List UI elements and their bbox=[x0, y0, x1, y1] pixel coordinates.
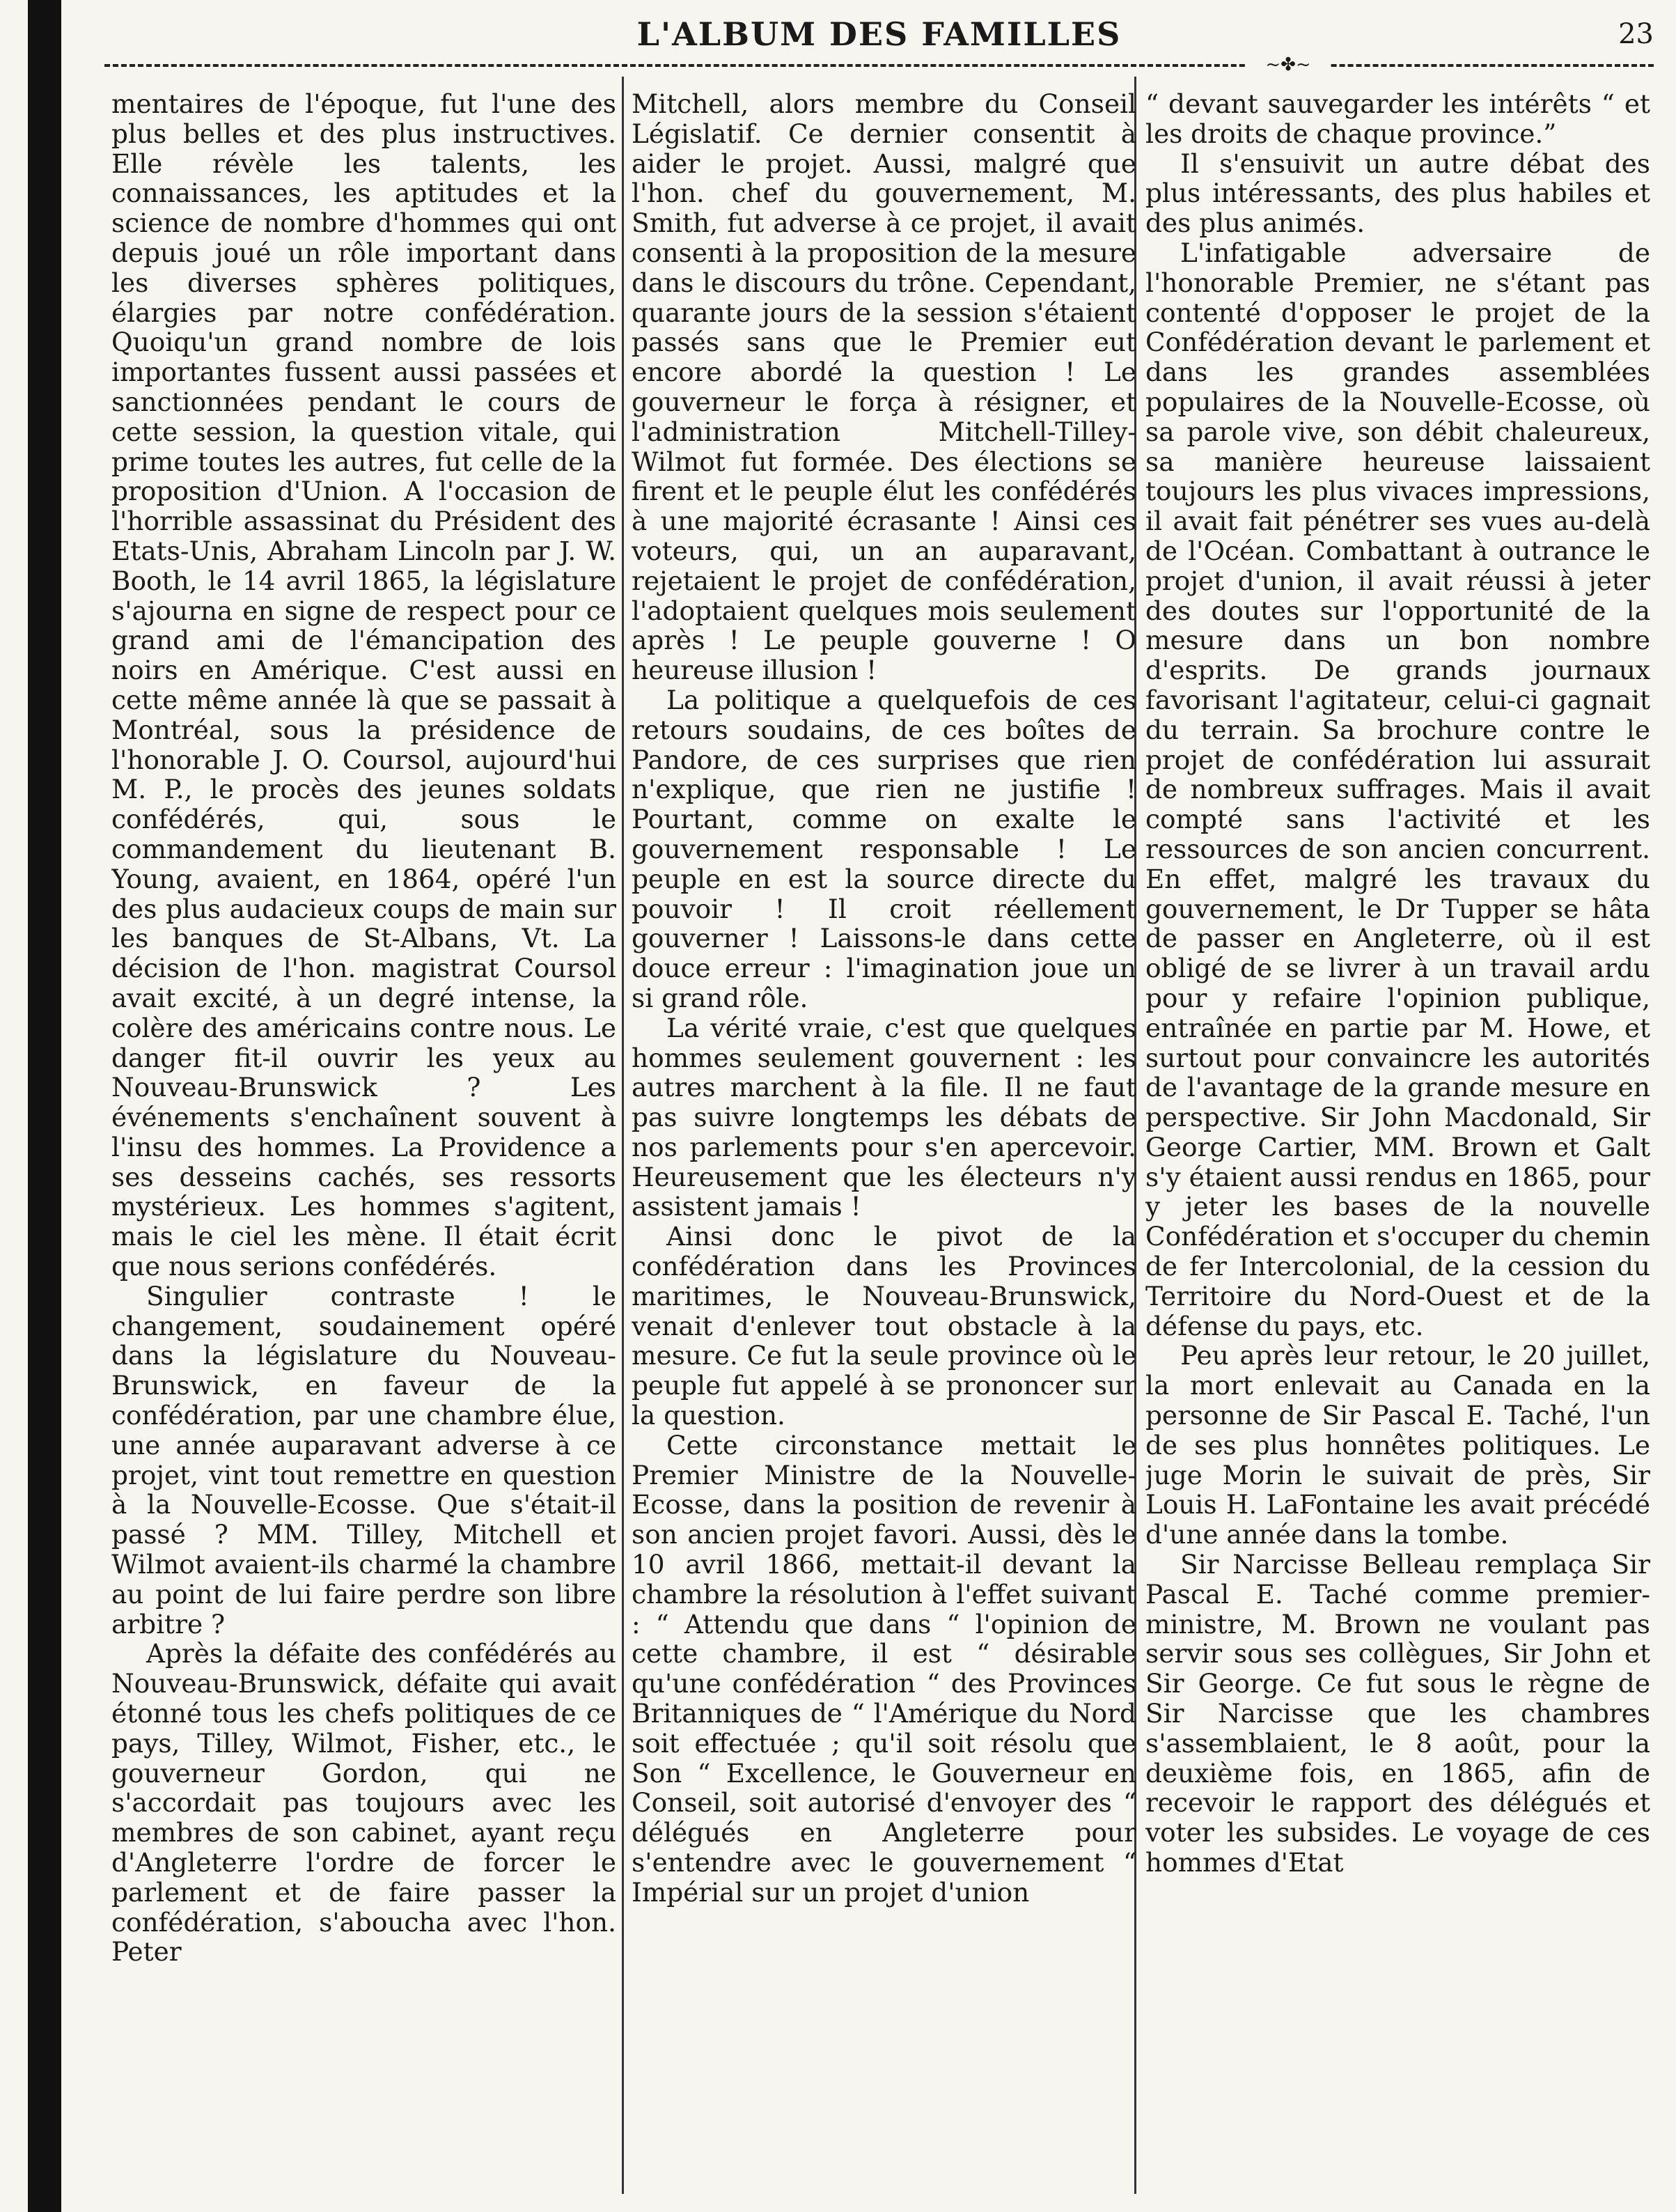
paragraph: Il s'ensuivit un autre débat des plus intéressants, des plus habiles et des plus animés. bbox=[1145, 148, 1650, 239]
paragraph: La politique a quelquefois de ces retours soudains, de ces boîtes de Pandore, de ces surprises que rien n'explique, que rien ne justifie ! Pourtant, comme on exalte le gouvernement responsable ! Le peuple en est la source directe du pouvoir ! Il croit réellement gouverner ! Laissons-le dans cette douce erreur : l'imagination joue un si grand rôle. bbox=[632, 684, 1136, 1013]
paragraph: “ devant sauvegarder les intérêts “ et les droits de chaque province.” bbox=[1145, 89, 1650, 149]
header-rule bbox=[104, 64, 1654, 67]
paragraph: La vérité vraie, c'est que quelques hommes seulement gouvernent : les autres marchent à la file. Il ne faut pas suivre longtemps les débats de nos parlements pour s'en apercevoir. Heureusement que les électeurs n'y assistent jamais ! bbox=[632, 1012, 1136, 1222]
page-number: 23 bbox=[1618, 18, 1654, 50]
text-column-3 bbox=[1145, 89, 1650, 2192]
column-divider bbox=[622, 77, 624, 2194]
paragraph: mentaires de l'époque, fut l'une des plus belles et des plus instructives. Elle révèle les talents, les connaissances, les aptitudes et la science de nombre d'hommes qui ont depuis joué un rôle important dans les diverses sphères politiques, élargies par notre confédération. Quoiqu'un grand nombre de lois importantes fussent aussi passées et sanctionnées pendant le cours de cette session, la question vitale, qui prime toutes les autres, fut celle de la proposition d'Union. A l'occasion de l'horrible assassinat du Président des Etats-Unis, Abraham Lincoln par J. W. Booth, le 14 avril 1865, la législature s'ajourna en signe de respect pour ce grand ami de l'émancipation des noirs en Amérique. C'est aussi en cette même année là que se passait à Montréal, sous la présidence de l'honorable J. O. Coursol, aujourd'hui M. P., le procès des jeunes soldats confédérés, qui, sous le commandement du lieutenant B. Young, avaient, en 1864, opéré l'un des plus audacieux coups de main sur les banques de St-Albans, Vt. La décision de l'hon. magistrat Coursol avait excité, à un degré intense, la colère des américains contre nous. Le danger fit-il ouvrir les yeux au Nouveau-Brunswick ? Les événements s'enchaînent souvent à l'insu des hommes. La Providence a ses desseins cachés, ses ressorts mystérieux. Les hommes s'agitent, mais le ciel les mène. Il était écrit que nous serions confédérés. bbox=[111, 89, 616, 1282]
ornament-icon: ~✤~ bbox=[1246, 54, 1330, 72]
paragraph: Sir Narcisse Belleau remplaça Sir Pascal E. Taché comme premier-ministre, M. Brown ne voulant pas servir sous ses collègues, Sir John et Sir George. Ce fut sous le règne de Sir Narcisse que les chambres s'assemblaient, le 8 août, pour la deuxième fois, en 1865, afin de recevoir le rapport des délégués et voter les subsides. Le voyage de ces hommes d'Etat bbox=[1145, 1549, 1650, 1878]
paragraph: Peu après leur retour, le 20 juillet, la mort enlevait au Canada en la personne de Sir Pascal E. Taché, l'un de ses plus honnêtes politiques. Le juge Morin le suivait de près, Sir Louis H. LaFontaine les avait précédé d'une année dans la tombe. bbox=[1145, 1340, 1650, 1550]
page-header bbox=[104, 15, 1654, 57]
paragraph: Ainsi donc le pivot de la confédération dans les Provinces maritimes, le Nouveau-Brunswick, venait d'enlever tout obstacle à la mesure. Ce fut la seule province où le peuple fut appelé à se prononcer sur la question. bbox=[632, 1221, 1136, 1431]
paragraph: Singulier contraste ! le changement, soudainement opéré dans la législature du Nouveau-Brunswick, en faveur de la confédération, par une chambre élue, une année auparavant adverse à ce projet, vint tout remettre en question à la Nouvelle-Ecosse. Que s'était-il passé ? MM. Tilley, Mitchell et Wilmot avaient-ils charmé la chambre au point de lui faire perdre son libre arbitre ? bbox=[111, 1280, 616, 1639]
text-column-1 bbox=[111, 89, 616, 2192]
paragraph: Après la défaite des confédérés au Nouveau-Brunswick, défaite qui avait étonné tous les chefs politiques de ce pays, Tilley, Wilmot, Fisher, etc., le gouverneur Gordon, qui ne s'accordait pas toujours avec les membres de son cabinet, ayant reçu d'Angleterre l'ordre de forcer le parlement et de faire passer la confédération, s'aboucha avec l'hon. Peter bbox=[111, 1638, 616, 1968]
paragraph: Mitchell, alors membre du Conseil Législatif. Ce dernier consentit à aider le projet. Aussi, malgré que l'hon. chef du gouvernement, M. Smith, fut adverse à ce projet, il avait consenti à la proposition de la mesure dans le discours du trône. Cependant, quarante jours de la session s'étaient passés sans que le Premier eut encore abordé la question ! Le gouverneur le força à résigner, et l'administration Mitchell-Tilley-Wilmot fut formée. Des élections se firent et le peuple élut les confédérés à une majorité écrasante ! Ainsi ces voteurs, qui, un an auparavant, rejetaient le projet de confédération, l'adoptaient quelques mois seulement après ! Le peuple gouverne ! O heureuse illusion ! bbox=[632, 89, 1136, 686]
page-title: L'ALBUM DES FAMILLES bbox=[636, 15, 1122, 53]
binding-edge bbox=[28, 0, 61, 2212]
text-column-2 bbox=[632, 89, 1136, 2192]
paragraph: Cette circonstance mettait le Premier Ministre de la Nouvelle-Ecosse, dans la position de revenir à son ancien projet favori. Aussi, dès le 10 avril 1866, mettait-il devant la chambre la résolution à l'effet suivant : “ Attendu que dans “ l'opinion de cette chambre, il est “ désirable qu'une confédération “ des Provinces Britanniques de “ l'Amérique du Nord soit effectuée ; qu'il soit résolu que Son “ Excellence, le Gouverneur en Conseil, soit autorisé d'envoyer des “ délégués en Angleterre pour s'entendre avec le gouvernement “ Impérial sur un projet d'union bbox=[632, 1429, 1136, 1908]
paragraph: L'infatigable adversaire de l'honorable Premier, ne s'étant pas contenté d'opposer le projet de la Confédération devant le parlement et dans les grandes assemblées populaires de la Nouvelle-Ecosse, où sa parole vive, son débit chaleureux, sa manière heureuse laissaient toujours les plus vivaces impressions, il avait fait pénétrer ses vues au-delà de l'Océan. Combattant à outrance le projet d'union, il avait réussi à jeter des doutes sur l'opportunité de la mesure dans un bon nombre d'esprits. De grands journaux favorisant l'agitateur, celui-ci gagnait du terrain. Sa brochure contre le projet de confédération lui assurait de nombreux suffrages. Mais il avait compté sans l'activité et les ressources de son ancien concurrent. En effet, malgré les travaux du gouvernement, le Dr Tupper se hâta de passer en Angleterre, où il est obligé de se livrer à un travail ardu pour y refaire l'opinion publique, entraînée en partie par M. Howe, et surtout pour convaincre les autorités de l'avantage de la grande mesure en perspective. Sir John Macdonald, Sir George Cartier, MM. Brown et Galt s'y étaient aussi rendus en 1865, pour y jeter les bases de la nouvelle Confédération et s'occuper du chemin de fer Intercolonial, de la cession du Territoire du Nord-Ouest et de la défense du pays, etc. bbox=[1145, 237, 1650, 1341]
